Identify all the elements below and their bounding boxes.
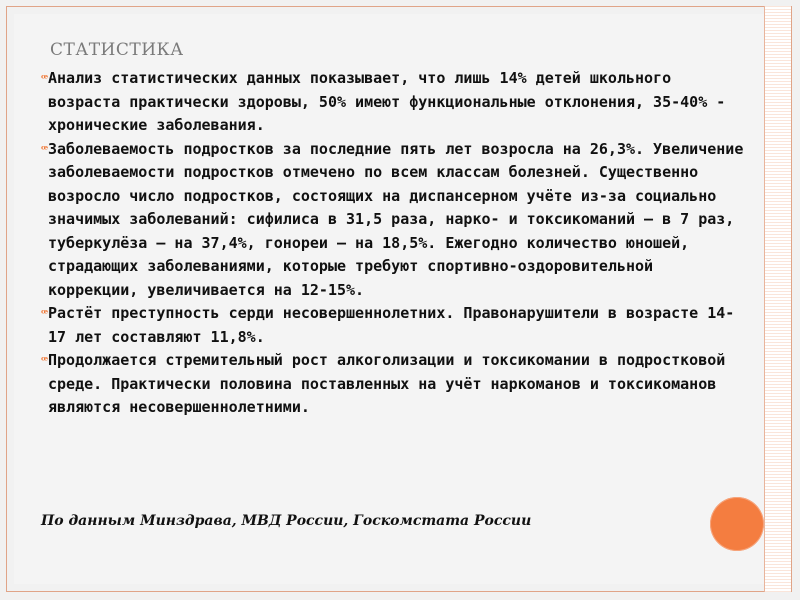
decorative-circle-icon <box>710 497 764 551</box>
source-note: По данным Минздрава, МВД России, Госкомстата России <box>41 513 532 529</box>
bullet-text: Растёт преступность серди несовершеннолетних. Правонарушители в возрасте 14-17 лет составляют 11,8%. <box>48 304 735 346</box>
decorative-stripe-band <box>764 6 791 592</box>
bullet-item <box>41 302 744 349</box>
slide-title: СТАТИСТИКА <box>50 40 184 60</box>
bullet-item <box>41 349 744 420</box>
bullet-text: Заболеваемость подростков за последние пять лет возросла на 26,3%. Увеличение заболеваемости подростков отмечено по всем классам болезней. Существенно возросло число подростков, состоящих на диспансерном учёте из-за социально значимых заболеваний: сифилиса в 31,5 раза, нарко- и токсикоманий – в 7 раз, туберкулёза – на 37,4%, гонореи – на 18,5%. Ежегодно количество юношей, страдающих заболеваниями, которые требуют спортивно-оздоровительной коррекции, увеличивается на 12-15%. <box>48 139 744 299</box>
bullet-text: Анализ статистических данных показывает, что лишь 14% детей школьного возраста практически здоровы, 50% имеют функциональные отклонения, 35-40% - хронические заболевания. <box>48 69 726 134</box>
bullet-item <box>41 67 744 138</box>
bullet-item <box>41 138 744 303</box>
bullet-marker-icon: ꟹ <box>41 354 49 367</box>
bullet-marker-icon: ꟹ <box>41 307 49 320</box>
bullet-list <box>41 67 744 420</box>
bullet-marker-icon: ꟹ <box>41 142 49 156</box>
bullet-marker-icon: ꟹ <box>41 72 49 85</box>
bullet-text: Продолжается стремительный рост алкоголизации и токсикомании в подростковой среде. Практически половина поставленных на учёт наркоманов и токсикоманов являются несовершеннолетними. <box>48 351 726 416</box>
